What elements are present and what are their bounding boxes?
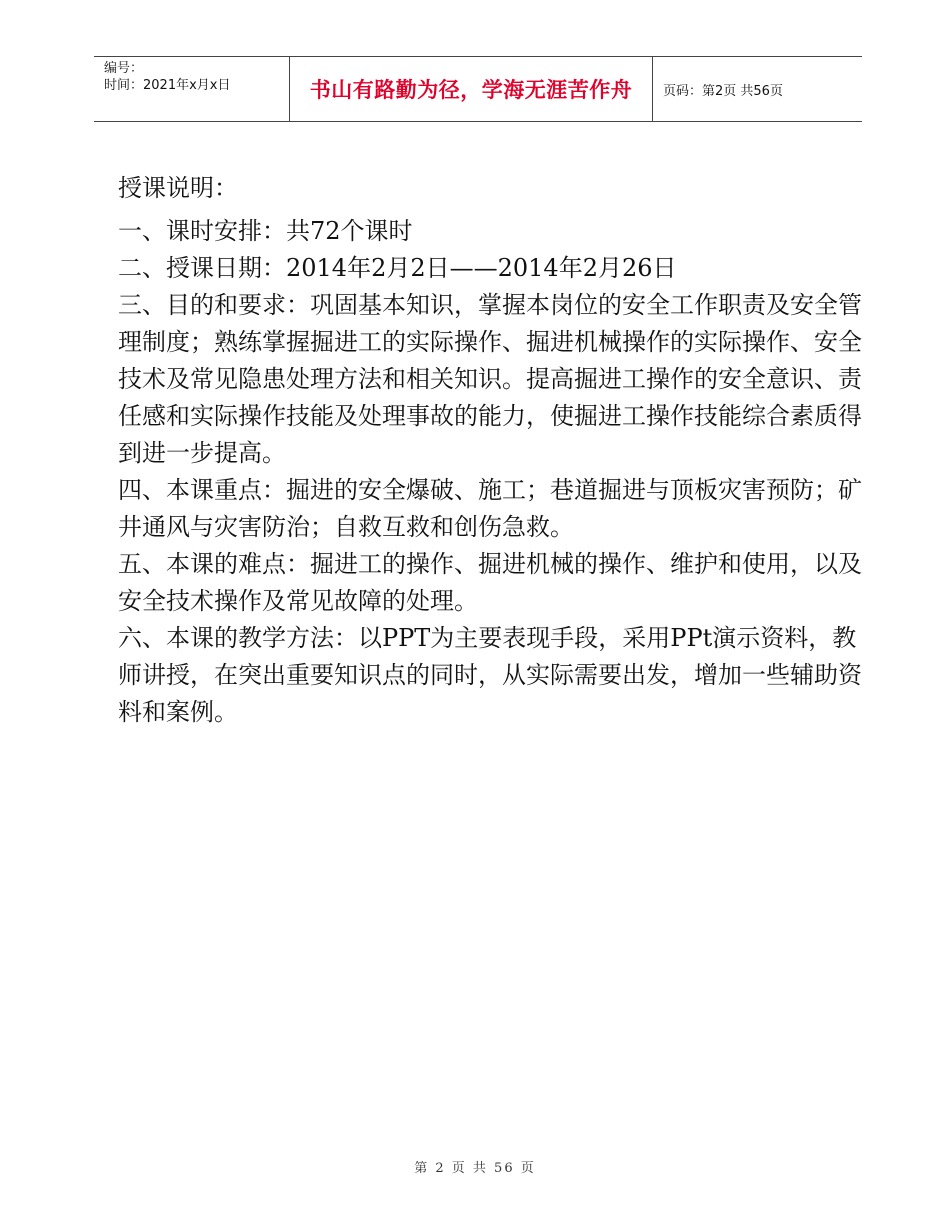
paragraph-difficulties: 五、本课的难点：掘进工的操作、掘进机械的操作、维护和使用，以及安全技术操作及常见故障的处理。 [118,550,862,615]
page-header [94,56,862,122]
section-title: 授课说明： [118,174,238,202]
header-info-cell [94,57,290,121]
paragraph-methods: 六、本课的教学方法：以PPT为主要表现手段，采用PPt演示资料，教师讲授，在突出重要知识点的同时，从实际需要出发，增加一些辅助资料和案例。 [118,624,862,726]
header-page-cell [653,57,862,121]
footer-page-number: 第 2 页 共 56 页 [414,1161,536,1176]
page-footer [0,1157,950,1176]
paragraph-key-points: 四、本课重点：掘进的安全爆破、施工；巷道掘进与顶板灾害预防；矿井通风与灾害防治；自救互救和创伤急救。 [118,476,862,541]
document-body [118,170,868,731]
number-label: 编号： [104,61,144,76]
header-motto-cell [290,57,653,121]
time-label: 时间：2021年x月x日 [104,78,231,93]
paragraph-goals: 三、目的和要求：巩固基本知识，掌握本岗位的安全工作职责及安全管理制度；熟练掌握掘进工的实际操作、掘进机械操作的实际操作、安全技术及常见隐患处理方法和相关知识。提高掘进工操作的安全意识、责任感和实际操作技能及处理事故的能力，使掘进工操作技能综合素质得到进一步提高。 [118,291,862,467]
paragraph-dates: 二、授课日期：2014年2月2日——2014年2月26日 [118,254,677,282]
paragraph-hours: 一、课时安排：共72个课时 [118,217,413,245]
page-code: 页码：第2页 共56页 [663,83,783,99]
motto-text: 书山有路勤为径，学海无涯苦作舟 [309,78,633,102]
